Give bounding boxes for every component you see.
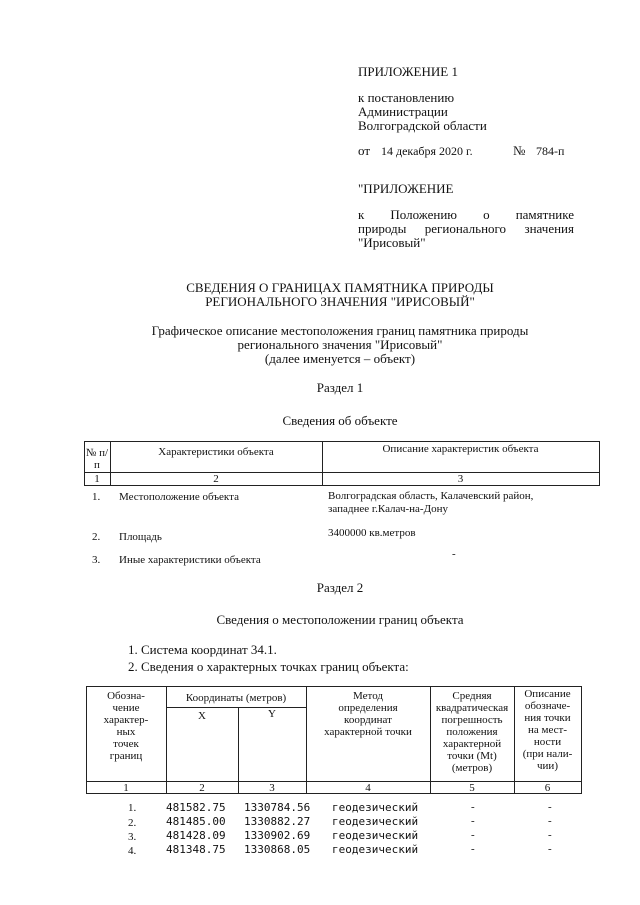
- date-value: 14 декабря 2020 г.: [381, 144, 473, 158]
- regulation-line1: к Положению о памятнике: [358, 207, 574, 222]
- coordinate-system: 1. Система координат 34.1.: [128, 642, 277, 657]
- appendix2-title: "ПРИЛОЖЕНИЕ: [358, 181, 454, 196]
- t2-row1-n: 1.: [128, 802, 137, 814]
- t2-row2-desc: -: [548, 815, 552, 827]
- t1-row2-desc1: 3400000 кв.метров: [328, 527, 416, 539]
- appendix-to-line1: к постановлению: [358, 90, 455, 105]
- t2-row3-err: -: [471, 829, 475, 841]
- t2-row4-err: -: [471, 843, 475, 855]
- points-intro: 2. Сведения о характерных точках границ объекта:: [128, 659, 409, 674]
- t2-row1-err: -: [471, 801, 475, 813]
- t2-row2-method: геодезический: [332, 815, 419, 828]
- t1-row3-desc: -: [452, 548, 456, 560]
- doc-title-line1: СВЕДЕНИЯ О ГРАНИЦАХ ПАМЯТНИКА ПРИРОДЫ: [186, 280, 494, 295]
- t2-row3-y: 1330902.69: [244, 829, 311, 842]
- t2-header-method: Метод определения координат характерной точки: [324, 690, 412, 738]
- t2-row4-method: геодезический: [332, 843, 419, 856]
- appendix-to-line2: Администрации: [358, 104, 448, 119]
- t2-colnum-1: 1: [123, 782, 129, 794]
- t2-colnum-3: 3: [269, 782, 275, 794]
- t2-row1-desc: -: [548, 801, 552, 813]
- t2-header-y: Y: [268, 708, 276, 720]
- t1-header-num: № п/п: [85, 447, 109, 471]
- t2-row3-method: геодезический: [332, 829, 419, 842]
- t2-row2-y: 1330882.27: [244, 815, 311, 828]
- t1-colnum-2: 2: [213, 473, 219, 485]
- t2-row1-method: геодезический: [332, 801, 419, 814]
- t2-header-designation: Обозна- чение характер- ных точек границ: [103, 690, 149, 762]
- t2-row1-x: 481582.75: [166, 801, 226, 814]
- t2-row4-desc: -: [548, 843, 552, 855]
- t2-header-point-description: Описание обозначе- ния точки на мест- ности (при нали- чии): [522, 688, 573, 772]
- t2-row2-n: 2.: [128, 817, 137, 829]
- number-sign: №: [513, 143, 526, 158]
- t2-header-coords: Координаты (метров): [185, 692, 287, 704]
- doc-title-line2: РЕГИОНАЛЬНОГО ЗНАЧЕНИЯ "ИРИСОВЫЙ": [205, 294, 475, 309]
- t2-row3-x: 481428.09: [166, 829, 226, 842]
- t2-row4-y: 1330868.05: [244, 843, 311, 856]
- t1-colnum-1: 1: [94, 473, 100, 485]
- t1-row1-num: 1.: [92, 491, 101, 503]
- t1-row3-num: 3.: [92, 554, 101, 566]
- t2-row2-x: 481485.00: [166, 815, 226, 828]
- doc-subtitle-line2: регионального значения "Ирисовый": [237, 337, 443, 352]
- t1-colnum-3: 3: [457, 473, 464, 485]
- t2-row2-err: -: [471, 815, 475, 827]
- t1-header-description: Описание характеристик объекта: [382, 443, 539, 455]
- t2-header-x: X: [198, 710, 206, 722]
- t2-colnum-2: 2: [199, 782, 205, 794]
- date-prefix: от: [358, 143, 371, 158]
- t2-colnum-4: 4: [365, 782, 371, 794]
- doc-subtitle-line1: Графическое описание местоположения границ памятника природы: [151, 323, 529, 338]
- appendix-to-line3: Волгоградской области: [358, 118, 487, 133]
- t2-row4-n: 4.: [128, 845, 137, 857]
- t2-colnum-5: 5: [469, 782, 475, 794]
- t2-row1-y: 1330784.56: [244, 801, 311, 814]
- regulation-line2: природы регионального значения: [358, 221, 574, 236]
- t1-row2-name: Площадь: [119, 531, 162, 543]
- t2-colnum-6: 6: [544, 782, 551, 794]
- t2-row3-n: 3.: [128, 831, 137, 843]
- t1-row3-name: Иные характеристики объекта: [119, 554, 261, 566]
- t1-row1-desc1: Волгоградская область, Калачевский район,: [328, 490, 534, 502]
- t1-row2-num: 2.: [92, 531, 101, 543]
- appendix-title: ПРИЛОЖЕНИЕ 1: [358, 64, 458, 79]
- section2-subheading: Сведения о местоположении границ объекта: [216, 612, 464, 627]
- section1-heading: Раздел 1: [316, 380, 364, 395]
- regulation-line3: "Ирисовый": [358, 235, 426, 250]
- t1-row1-desc2: западнее г.Калач-на-Дону: [328, 503, 448, 515]
- number-value: 784-п: [536, 144, 565, 158]
- t2-row4-x: 481348.75: [166, 843, 226, 856]
- section1-subheading: Сведения об объекте: [282, 413, 398, 428]
- section2-heading: Раздел 2: [316, 580, 364, 595]
- t2-header-error: Средняя квадратическая погрешность положения характерной точки (Mt) (метров): [435, 690, 509, 774]
- t1-row1-name: Местоположение объекта: [119, 491, 239, 503]
- t1-header-characteristics: Характеристики объекта: [158, 446, 274, 458]
- t2-row3-desc: -: [548, 829, 552, 841]
- doc-subtitle-line3: (далее именуется – объект): [264, 351, 416, 366]
